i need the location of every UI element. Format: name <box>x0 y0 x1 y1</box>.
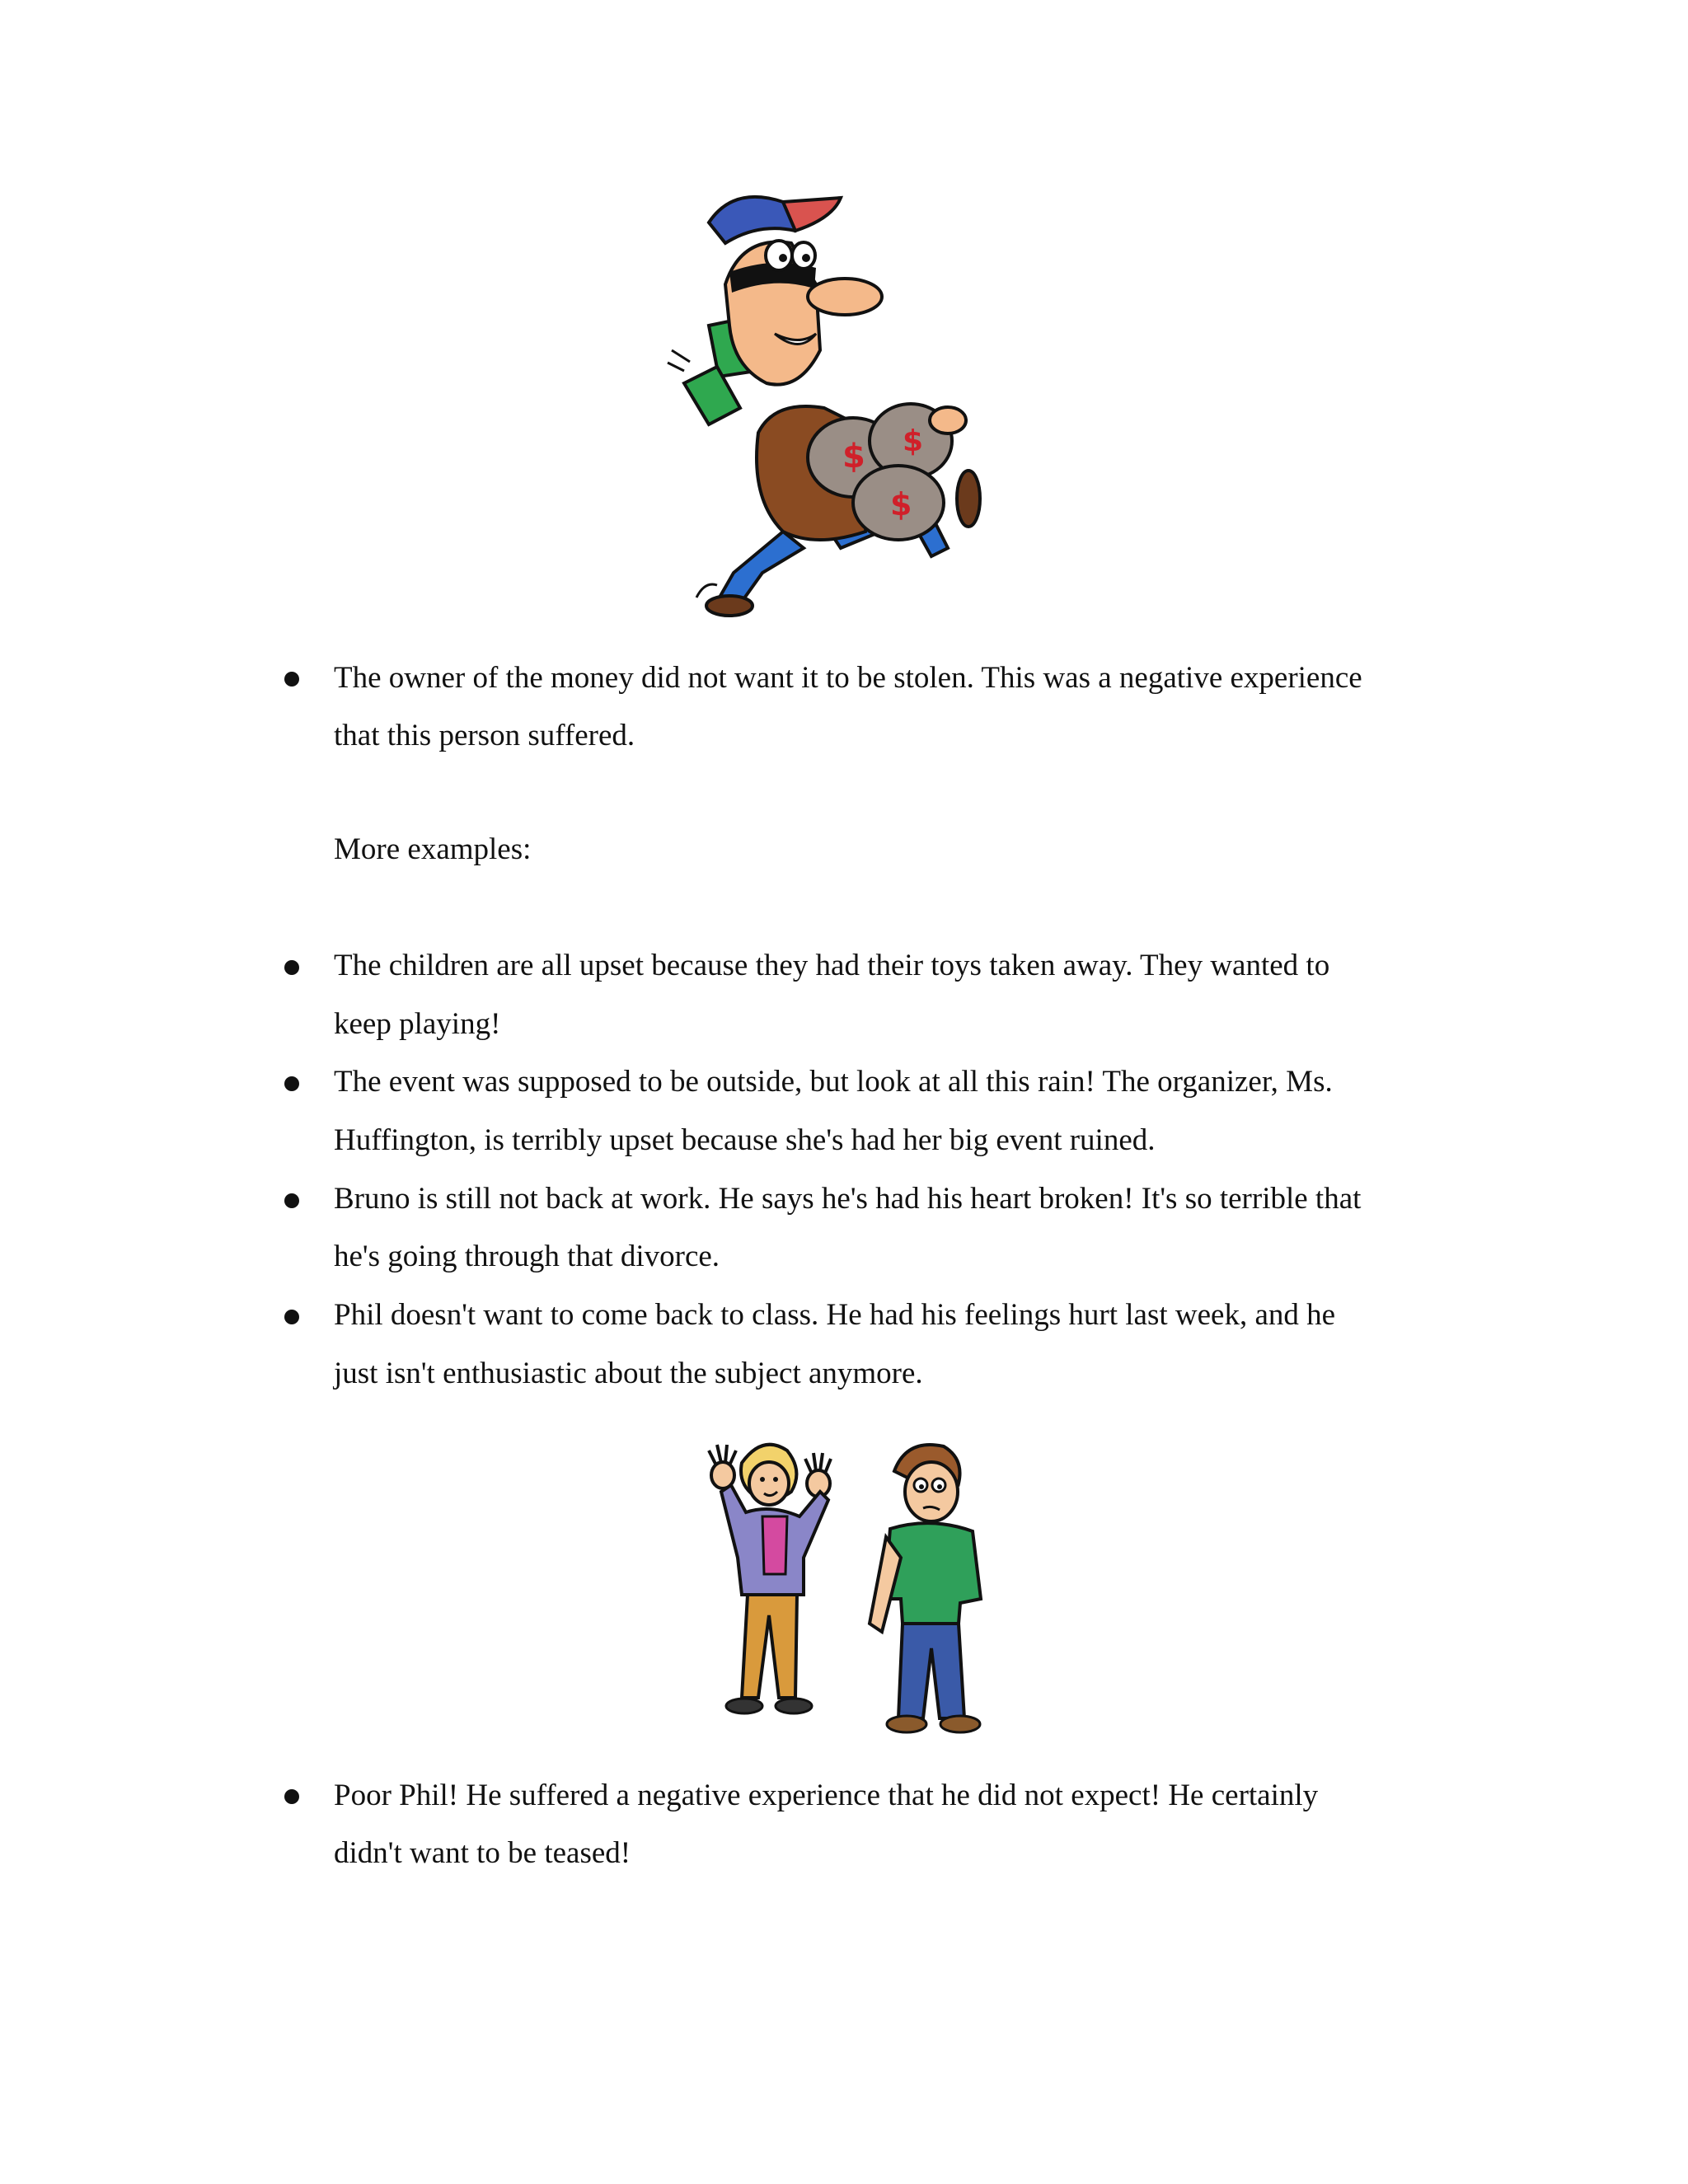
paragraph-line: Bruno is still not back at work. He says he's had his heart broken! It's so terrible that <box>334 1182 1362 1216</box>
girl-figure-icon <box>709 1445 831 1713</box>
section-label: More examples: <box>334 832 532 866</box>
paragraph-line: Huffington, is terribly upset because she's had her big event ruined. <box>334 1123 1156 1157</box>
bullet-point <box>284 1789 299 1804</box>
paragraph-line: The children are all upset because they had their toys taken away. They wanted to <box>334 949 1330 982</box>
paragraph-line: just isn't enthusiastic about the subject anymore. <box>334 1357 923 1390</box>
paragraph-line: didn't want to be teased! <box>334 1836 631 1870</box>
svg-text:$: $ <box>890 486 912 523</box>
girl-teasing-boy-icon <box>696 1434 1010 1739</box>
paragraph-line: The owner of the money did not want it to be stolen. This was a negative experience <box>334 661 1362 695</box>
bullet-point <box>284 1193 299 1208</box>
boy-figure-icon <box>870 1445 981 1732</box>
paragraph-line: keep playing! <box>334 1007 501 1041</box>
svg-text:$: $ <box>842 438 865 476</box>
thief-with-money-bags-icon <box>651 185 1039 622</box>
paragraph-line: he's going through that divorce. <box>334 1240 720 1273</box>
bullet-point <box>284 672 299 687</box>
paragraph-line: The event was supposed to be outside, but look at all this rain! The organizer, Ms. <box>334 1065 1333 1099</box>
bullet-point <box>284 1310 299 1324</box>
paragraph-line: that this person suffered. <box>334 719 635 752</box>
svg-text:$: $ <box>903 424 924 458</box>
paragraph-line: Phil doesn't want to come back to class. He had his feelings hurt last week, and he <box>334 1298 1336 1332</box>
bullet-point <box>284 960 299 975</box>
paragraph-line: Poor Phil! He suffered a negative experience that he did not expect! He certainly <box>334 1779 1319 1812</box>
bullet-point <box>284 1076 299 1091</box>
